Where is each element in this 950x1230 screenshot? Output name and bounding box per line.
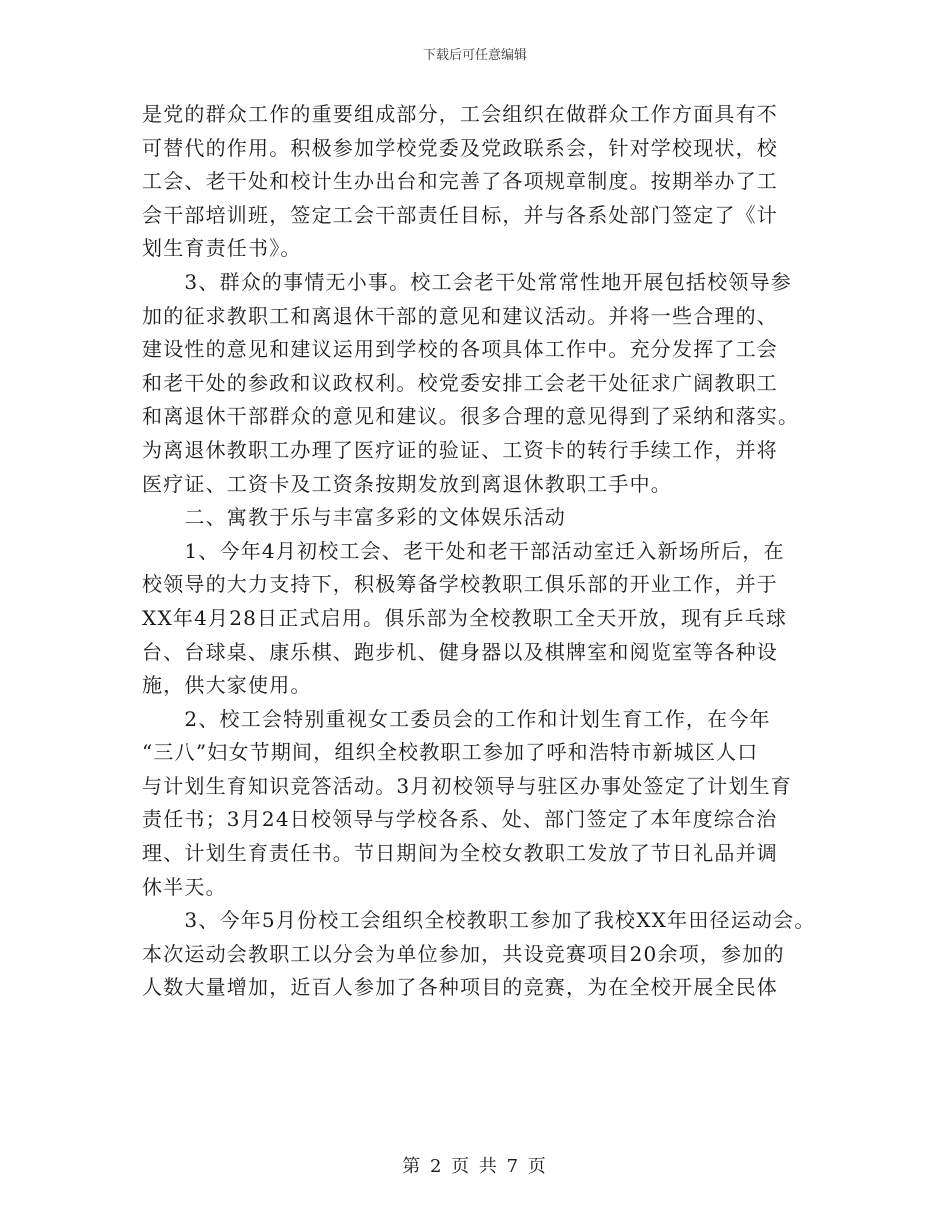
text-line: 划生育责任书》。 (142, 236, 302, 261)
text-line: “三八”妇女节期间，组织全校教职工参加了呼和浩特市新城区人口 (142, 740, 759, 765)
text-line: 与计划生育知识竞答活动。3月初校领导与驻区办事处签定了计划生育 (142, 773, 792, 798)
text-line: XX年4月28日正式启用。俱乐部为全校教职工全天开放，现有乒乓球 (142, 605, 788, 630)
document-body (142, 98, 832, 1005)
text-line: 会干部培训班，签定工会干部责任目标，并与各系处部门签定了《计 (142, 202, 778, 227)
text-line: 建设性的意见和建议运用到学校的各项具体工作中。充分发挥了工会 (142, 337, 778, 362)
text-line: 加的征求教职工和离退休干部的意见和建议活动。并将一些合理的、 (142, 303, 778, 328)
text-line: 为离退休教职工办理了医疗证的验证、工资卡的转行手续工作，并将 (142, 437, 778, 462)
text-line: 和老干处的参政和议政权利。校党委安排工会老干处征求广阔教职工 (142, 370, 778, 395)
text-line: 是党的群众工作的重要组成部分，工会组织在做群众工作方面具有不 (142, 102, 778, 126)
section-heading: 二、寓教于乐与丰富多彩的文体娱乐活动 (142, 505, 566, 530)
text-line: 1、今年4月初校工会、老干处和老干部活动室迁入新场所后，在 (142, 538, 785, 563)
text-line: 人数大量增加，近百人参加了各种项目的竞赛，为在全校开展全民体 (142, 975, 778, 1000)
text-line: 休半天。 (142, 874, 227, 899)
text-line: 责任书；3月24日校领导与学校各系、处、部门签定了本年度综合治 (142, 807, 778, 832)
page-header: 下载后可任意编辑 (422, 48, 527, 63)
text-line: 施，供大家使用。 (142, 673, 312, 698)
text-line: 医疗证、工资卡及工资条按期发放到离退休教职工手中。 (142, 471, 672, 496)
text-line: 和离退休干部群众的意见和建议。很多合理的意见得到了采纳和落实。 (142, 404, 800, 429)
page-number: 第 2 页 共 7 页 (402, 1156, 548, 1177)
text-line: 校领导的大力支持下，积极筹备学校教职工俱乐部的开业工作，并于 (142, 572, 778, 597)
text-line: 可替代的作用。积极参加学校党委及党政联系会，针对学校现状，校 (142, 135, 778, 160)
text-line: 理、计划生育责任书。节日期间为全校女教职工发放了节日礼品并调 (142, 841, 778, 866)
text-line: 台、台球桌、康乐棋、跑步机、健身器以及棋牌室和阅览室等各种设 (142, 639, 778, 664)
text-line: 本次运动会教职工以分会为单位参加，共设竞赛项目20余项，参加的 (142, 941, 785, 966)
text-line: 2、校工会特别重视女工委员会的工作和计划生育工作，在今年 (142, 706, 771, 731)
text-line: 工会、老干处和校计生办出台和完善了各项规章制度。按期举办了工 (142, 169, 778, 194)
text-line: 3、群众的事情无小事。校工会老干处常常性地开展包括校领导参 (142, 269, 792, 294)
text-line: 3、今年5月份校工会组织全校教职工参加了我校XX年田径运动会。 (142, 908, 816, 933)
